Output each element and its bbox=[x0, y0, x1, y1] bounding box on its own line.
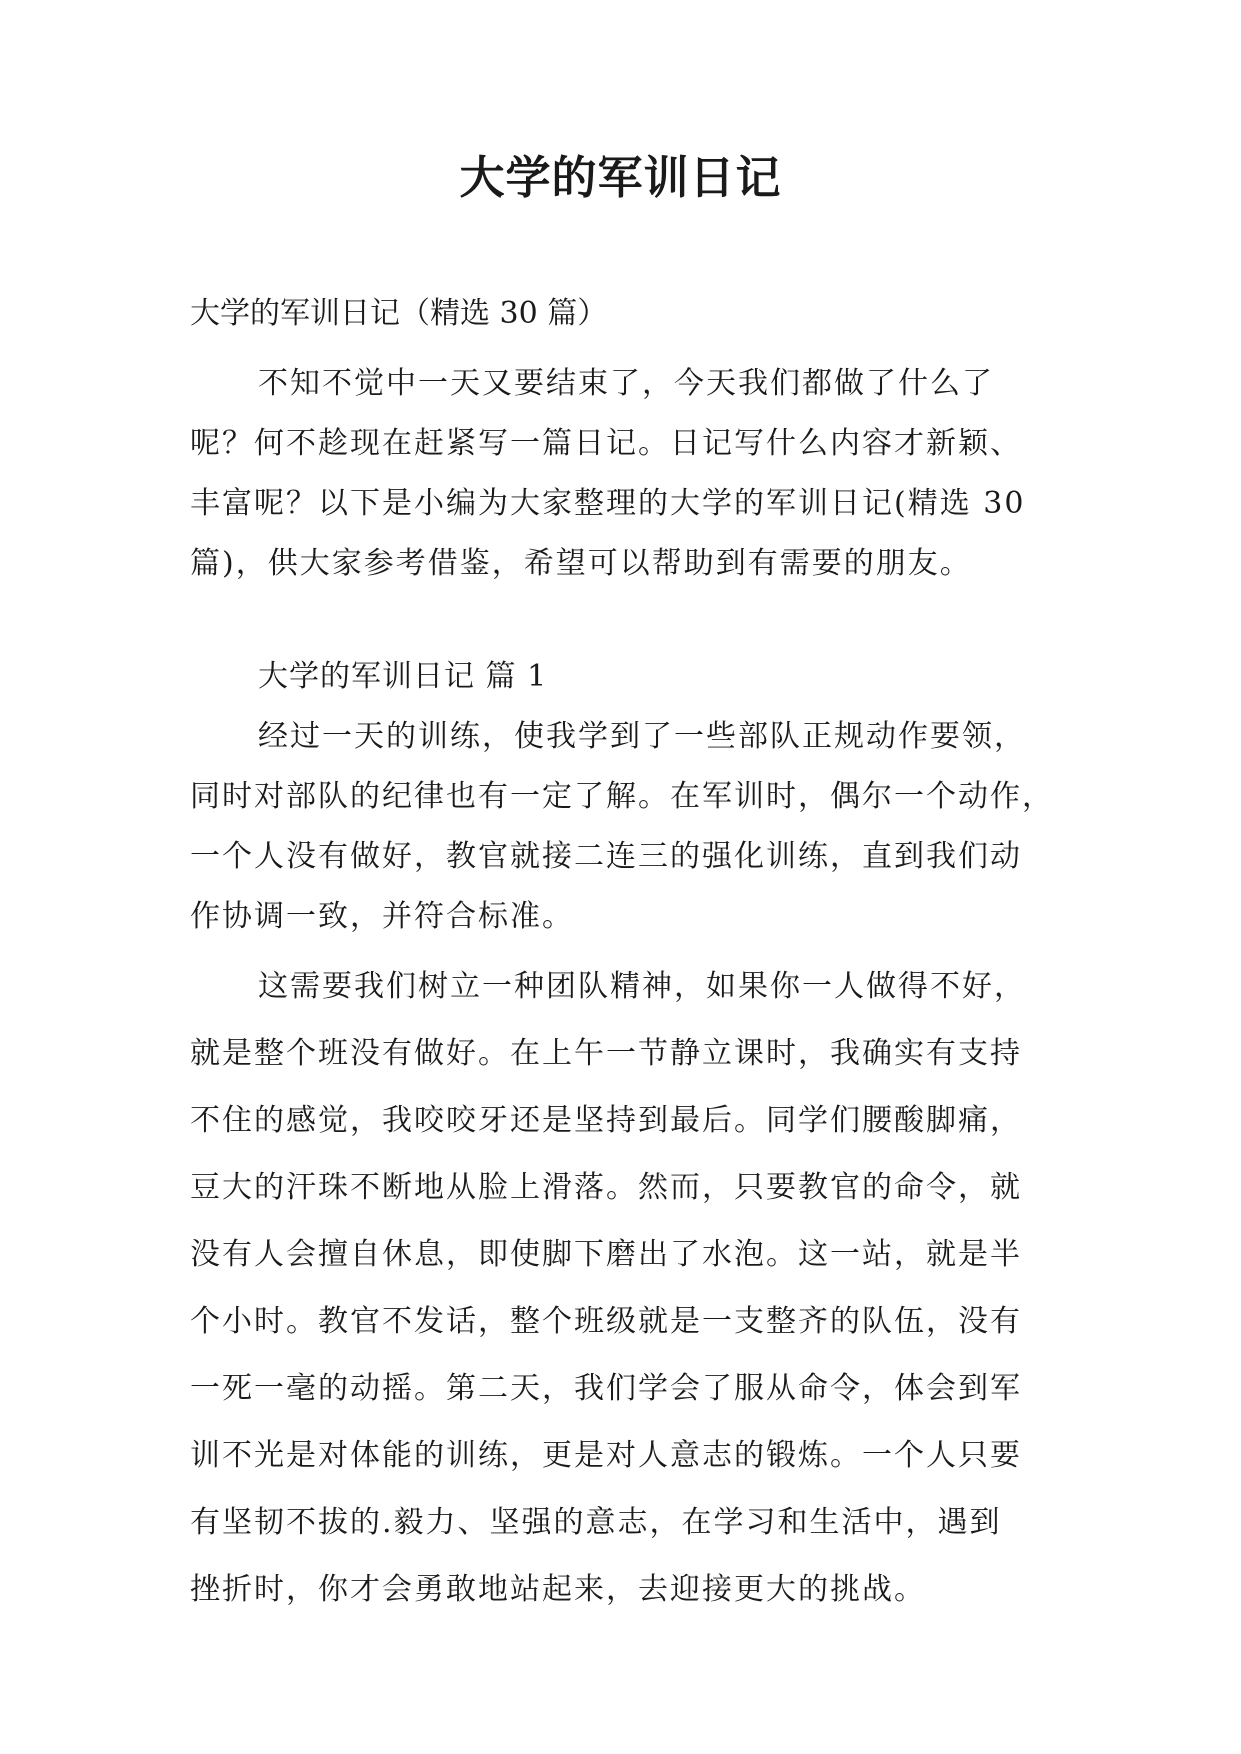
para1-line: 一个人没有做好，教官就接二连三的强化训练，直到我们动 bbox=[190, 839, 1022, 874]
para2-line: 就是整个班没有做好。在上午一节静立课时，我确实有支持 bbox=[190, 1036, 1022, 1071]
para2-line: 训不光是对体能的训练，更是对人意志的锻炼。一个人只要 bbox=[190, 1438, 1022, 1473]
intro-line: 呢？何不趁现在赶紧写一篇日记。日记写什么内容才新颖、 bbox=[190, 426, 1022, 461]
para1-line: 经过一天的训练，使我学到了一些部队正规动作要领， bbox=[258, 719, 1026, 754]
document-title: 大学的军训日记 bbox=[459, 151, 782, 204]
para2-line: 一死一毫的动摇。第二天，我们学会了服从命令，体会到军 bbox=[190, 1371, 1022, 1406]
section-heading: 大学的军训日记 篇 1 bbox=[258, 659, 548, 694]
para2-line: 没有人会擅自休息，即使脚下磨出了水泡。这一站，就是半 bbox=[190, 1237, 1022, 1272]
para1-line: 作协调一致，并符合标准。 bbox=[190, 899, 574, 934]
para2-line: 个小时。教官不发话，整个班级就是一支整齐的队伍，没有 bbox=[190, 1304, 1022, 1339]
intro-line: 篇)，供大家参考借鉴，希望可以帮助到有需要的朋友。 bbox=[190, 546, 972, 581]
para2-line: 这需要我们树立一种团队精神，如果你一人做得不好， bbox=[258, 969, 1026, 1004]
document-subtitle: 大学的军训日记（精选 30 篇） bbox=[190, 296, 608, 331]
para2-line: 挫折时，你才会勇敢地站起来，去迎接更大的挑战。 bbox=[190, 1572, 926, 1607]
para1-line: 同时对部队的纪律也有一定了解。在军训时，偶尔一个动作， bbox=[190, 779, 1054, 814]
para2-line: 不住的感觉，我咬咬牙还是坚持到最后。同学们腰酸脚痛， bbox=[190, 1103, 1022, 1138]
intro-line: 不知不觉中一天又要结束了，今天我们都做了什么了 bbox=[258, 366, 994, 401]
para2-line: 豆大的汗珠不断地从脸上滑落。然而，只要教官的命令，就 bbox=[190, 1170, 1022, 1205]
intro-line: 丰富呢？以下是小编为大家整理的大学的军训日记(精选 30 bbox=[190, 486, 1026, 521]
para2-line: 有坚韧不拔的.毅力、坚强的意志，在学习和生活中，遇到 bbox=[190, 1505, 1002, 1540]
